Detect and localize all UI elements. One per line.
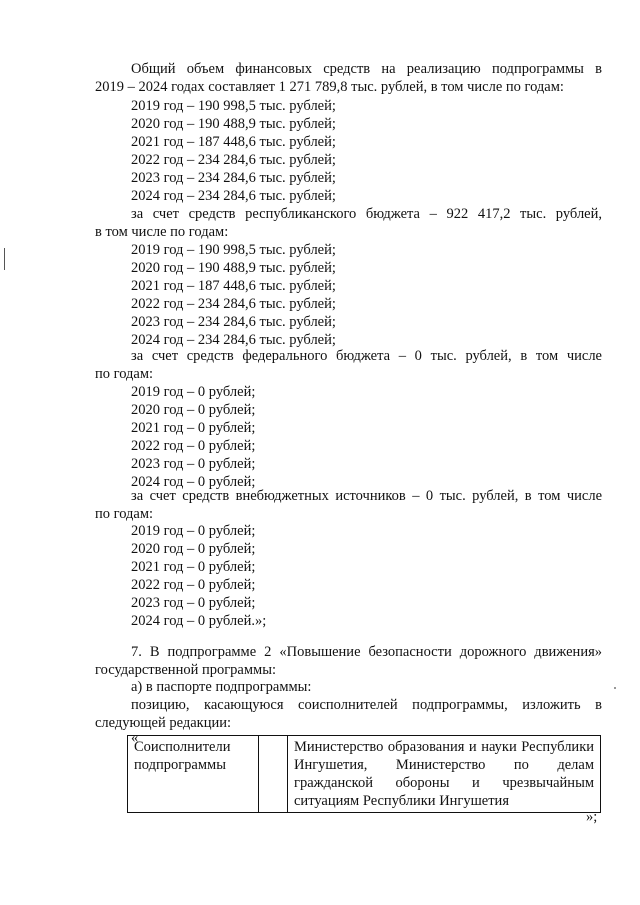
federal-year-2022: 2022 год – 0 рублей; bbox=[131, 438, 256, 454]
federal-year-2021: 2021 год – 0 рублей; bbox=[131, 420, 256, 436]
extrabudget-year-2024: 2024 год – 0 рублей.»; bbox=[131, 613, 267, 629]
coexecutors-label-cell bbox=[128, 736, 259, 813]
republic-year-2023: 2023 год – 234 284,6 тыс. рублей; bbox=[131, 314, 336, 330]
open-quote: « bbox=[131, 730, 139, 746]
republic-intro-line1: за счет средств республиканского бюджета – 922 417,2 тыс. рублей, bbox=[131, 206, 602, 222]
coexecutors-table bbox=[127, 735, 601, 813]
coexecutors-value-line4: ситуациям Республики Ингушетия bbox=[294, 793, 509, 809]
section7-item-a: а) в паспорте подпрограммы: bbox=[131, 679, 312, 695]
total-year-2024: 2024 год – 234 284,6 тыс. рублей; bbox=[131, 188, 336, 204]
federal-year-2023: 2023 год – 0 рублей; bbox=[131, 456, 256, 472]
extrabudget-year-2019: 2019 год – 0 рублей; bbox=[131, 523, 256, 539]
republic-year-2019: 2019 год – 190 998,5 тыс. рублей; bbox=[131, 242, 336, 258]
federal-year-2019: 2019 год – 0 рублей; bbox=[131, 384, 256, 400]
federal-year-2020: 2020 год – 0 рублей; bbox=[131, 402, 256, 418]
section7-line1: 7. В подпрограмме 2 «Повышение безопасности дорожного движения» bbox=[131, 644, 602, 660]
republic-year-2020: 2020 год – 190 488,9 тыс. рублей; bbox=[131, 260, 336, 276]
extrabudget-year-2022: 2022 год – 0 рублей; bbox=[131, 577, 256, 593]
coexecutors-value-line3: гражданской обороны и чрезвычайным bbox=[294, 775, 594, 791]
coexecutors-label-line1: Соисполнители bbox=[134, 739, 231, 755]
section7-position-line2: следующей редакции: bbox=[95, 715, 232, 731]
extrabudget-year-2020: 2020 год – 0 рублей; bbox=[131, 541, 256, 557]
total-year-2023: 2023 год – 234 284,6 тыс. рублей; bbox=[131, 170, 336, 186]
coexecutors-value-line1: Министерство образования и науки Республики bbox=[294, 739, 594, 755]
total-year-2021: 2021 год – 187 448,6 тыс. рублей; bbox=[131, 134, 336, 150]
total-intro-line1: Общий объем финансовых средств на реализацию подпрограммы в bbox=[131, 61, 602, 77]
scan-dot bbox=[614, 687, 616, 689]
extrabudget-intro-line2: по годам: bbox=[95, 506, 154, 522]
coexecutors-label-line2: подпрограммы bbox=[134, 757, 226, 773]
federal-year-2024: 2024 год – 0 рублей; bbox=[131, 474, 256, 490]
extrabudget-year-2021: 2021 год – 0 рублей; bbox=[131, 559, 256, 575]
total-year-2020: 2020 год – 190 488,9 тыс. рублей; bbox=[131, 116, 336, 132]
table-row bbox=[128, 736, 601, 813]
republic-intro-line2: в том числе по годам: bbox=[95, 224, 229, 240]
federal-intro-line2: по годам: bbox=[95, 366, 154, 382]
total-intro-line2: 2019 – 2024 годах составляет 1 271 789,8 тыс. рублей, в том числе по годам: bbox=[95, 79, 564, 95]
extrabudget-intro-line1: за счет средств внебюджетных источников – 0 тыс. рублей, в том числе bbox=[131, 488, 602, 504]
coexecutors-value-line2: Ингушетия, Министерство по делам bbox=[294, 757, 594, 773]
spacer-cell bbox=[259, 736, 288, 813]
total-year-2019: 2019 год – 190 998,5 тыс. рублей; bbox=[131, 98, 336, 114]
total-year-2022: 2022 год – 234 284,6 тыс. рублей; bbox=[131, 152, 336, 168]
scan-edge-mark bbox=[4, 248, 5, 270]
republic-year-2024: 2024 год – 234 284,6 тыс. рублей; bbox=[131, 332, 336, 348]
close-quote: »; bbox=[586, 809, 598, 825]
republic-year-2021: 2021 год – 187 448,6 тыс. рублей; bbox=[131, 278, 336, 294]
federal-intro-line1: за счет средств федерального бюджета – 0 тыс. рублей, в том числе bbox=[131, 348, 602, 364]
coexecutors-value-cell bbox=[288, 736, 601, 813]
section7-position-line1: позицию, касающуюся соисполнителей подпрограммы, изложить в bbox=[131, 697, 602, 713]
extrabudget-year-2023: 2023 год – 0 рублей; bbox=[131, 595, 256, 611]
section7-line2: государственной программы: bbox=[95, 662, 276, 678]
republic-year-2022: 2022 год – 234 284,6 тыс. рублей; bbox=[131, 296, 336, 312]
